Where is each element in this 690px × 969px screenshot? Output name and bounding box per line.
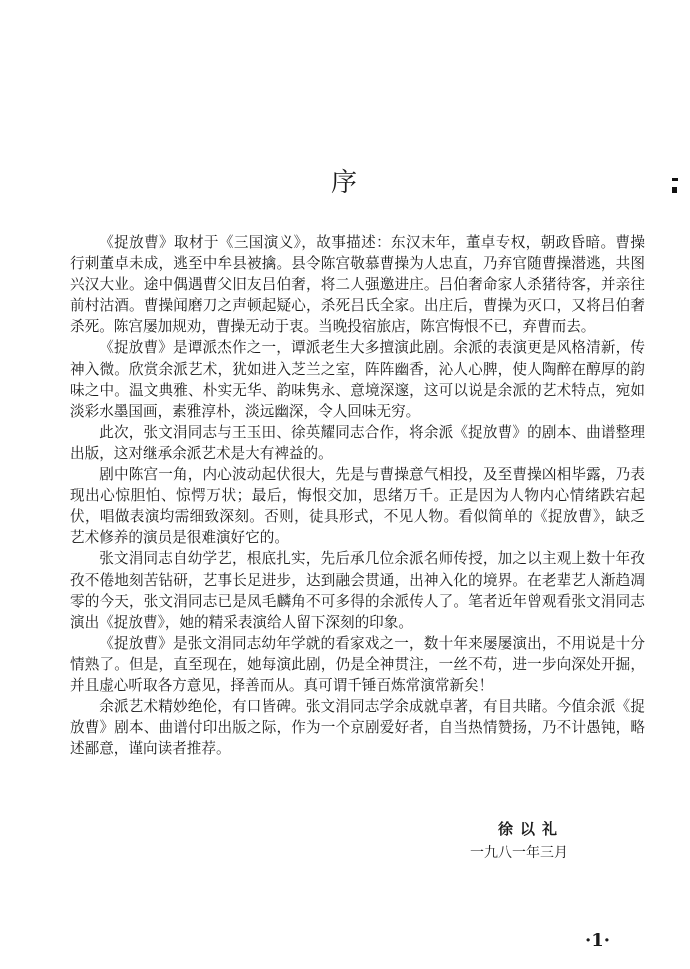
signature-date: 一九八一年三月 [470,845,568,861]
paragraph: 《捉放曹》取材于《三国演义》，故事描述：东汉末年，董卓专权，朝政昏暗。曹操行刺董卓未成，逃至中牟县被擒。县令陈宫敬慕曹操为人忠直，乃弃官随曹操潜逃，共图兴汉大业。途中偶遇曹父旧友吕伯奢，将二人强邀进庄。吕伯奢命家人杀猪待客，并亲往前村沽酒。曹操闻磨刀之声顿起疑心，杀死吕氏全家。出庄后，曹操为灭口，又将吕伯奢杀死。陈宫屡加规劝，曹操无动于衷。当晚投宿旅店，陈宫悔恨不已，弃曹而去。 [70,234,645,336]
paragraph: 余派艺术精妙绝伦，有口皆碑。张文涓同志学余成就卓著，有目共睹。今值余派《捉放曹》剧本、曲谱付印出版之际，作为一个京剧爱好者，自当热情赞扬，乃不计愚钝，略述鄙意，谨向读者推荐。 [70,698,645,758]
paragraph: 《捉放曹》是谭派杰作之一，谭派老生大多擅演此剧。余派的表演更是风格清新，传神入微。欣赏余派艺术，犹如进入芝兰之室，阵阵幽香，沁人心脾，使人陶醉在醇厚的韵味之中。温文典雅、朴实无华、韵味隽永、意境深邃，这可以说是余派的艺术特点，宛如淡彩水墨国画，素雅淳朴，淡远幽深，令人回味无穷。 [70,339,645,420]
paragraph: 此次，张文涓同志与王玉田、徐英耀同志合作，将余派《捉放曹》的剧本、曲谱整理出版，这对继承余派艺术是大有裨益的。 [70,423,645,462]
margin-mark [672,178,678,200]
paragraph: 张文涓同志自幼学艺，根底扎实，先后承几位余派名师传授，加之以主观上数十年孜孜不倦地刻苦钻研，艺事长足进步，达到融会贯通，出神入化的境界。在老辈艺人渐趋凋零的今天，张文涓同志已是凤毛麟角不可多得的余派传人了。笔者近年曾观看张文涓同志演出《捉放曹》，她的精采表演给人留下深刻的印象。 [70,550,645,631]
author-signature: 徐以礼 [498,820,565,838]
paragraph: 剧中陈宫一角，内心波动起伏很大，先是与曹操意气相投，及至曹操凶相毕露，乃表现出心惊胆怕、惊愕万状；最后，悔恨交加，思绪万千。正是因为人物内心情绪跌宕起伏，唱做表演均需细致深刻。否则，徒具形式，不见人物。看似简单的《捉放曹》，缺乏艺术修养的演员是很难演好它的。 [70,466,645,547]
page-title: 序 [330,168,359,198]
paragraph: 《捉放曹》是张文涓同志幼年学就的看家戏之一，数十年来屡屡演出，不用说是十分情熟了。但是，直至现在，她每演此剧，仍是全神贯注，一丝不苟，进一步向深处开掘，并且虚心听取各方意见，择善而从。真可谓千锤百炼常演常新矣！ [70,634,645,694]
preface-body [70,232,645,759]
page-number: ·1· [585,930,611,951]
